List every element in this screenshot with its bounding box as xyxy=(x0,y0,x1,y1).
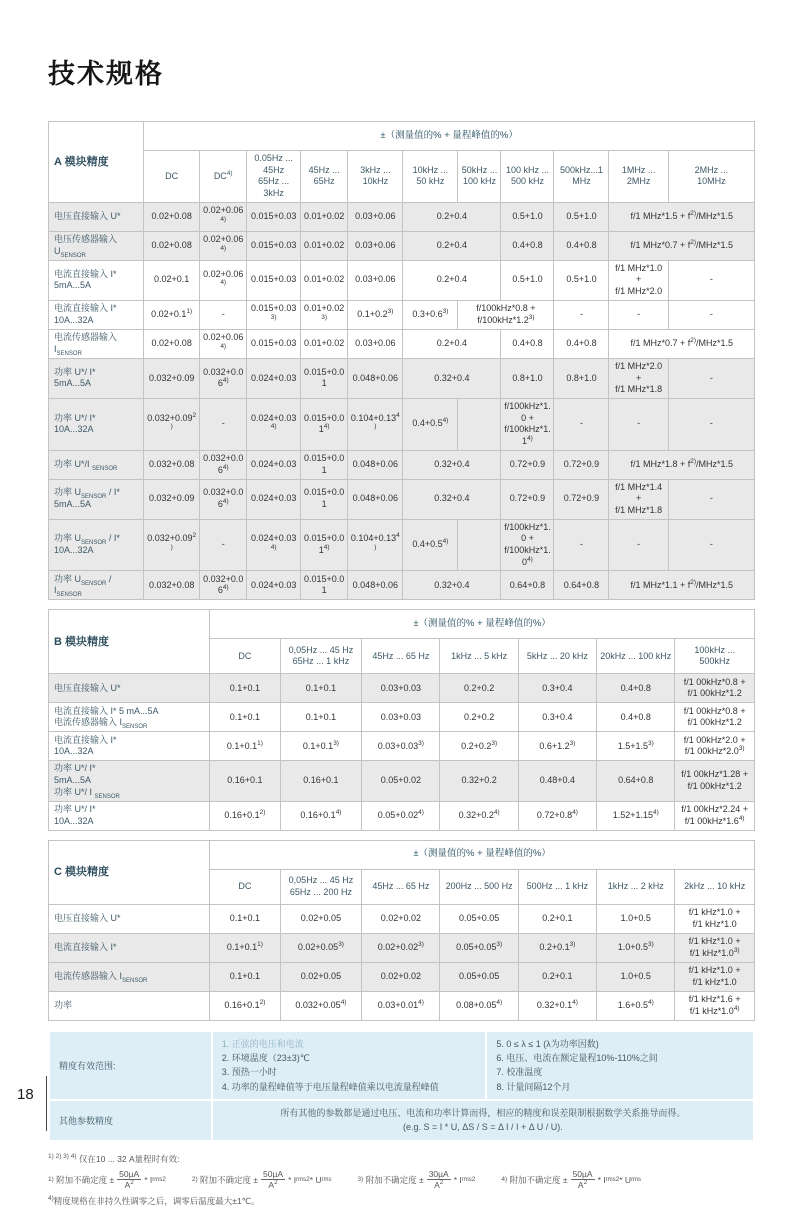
spec-cell: 0.2+0.2 xyxy=(440,674,518,703)
spec-cell: 0.02+0.05 xyxy=(280,904,362,933)
spec-cell: 0.64+0.8 xyxy=(597,761,675,801)
spec-cell: $0.05+0.05^{3)}$ xyxy=(440,933,518,962)
spec-cell xyxy=(458,519,501,571)
notes-table xyxy=(48,1030,755,1142)
spec-cell: 0.2+0.1 xyxy=(518,904,596,933)
spec-cell: f/1 MHz*1.4 + f/1 MHz*1.8 xyxy=(609,479,668,519)
page-number: 18 xyxy=(17,1086,34,1103)
spec-cell: 0.4+0.8 xyxy=(554,231,609,260)
spec-cell: f/1 00kHz*2.24 + f/1 00kHz*1.6$^{4)}$ xyxy=(675,801,755,830)
spec-cell: 0.032+0.09 xyxy=(144,479,200,519)
spec-cell: $0.1+0.1^{3)}$ xyxy=(280,732,362,761)
validity-item: 7. 校准温度 xyxy=(496,1067,543,1078)
spec-cell: $0.1+0.1^{1)}$ xyxy=(210,732,281,761)
spec-cell: 1.0+0.5 xyxy=(597,904,675,933)
spec-cell: $0.032+0.06^{4)}$ xyxy=(200,358,247,398)
spec-cell: 0.015+0.01 xyxy=(301,571,348,600)
spec-cell: 0.4+0.8 xyxy=(501,231,554,260)
spec-cell: $0.2+0.2^{3)}$ xyxy=(440,732,518,761)
column-header: 500kHz...1MHz xyxy=(554,151,609,203)
spec-cell: - xyxy=(609,519,668,571)
validity-list-right xyxy=(487,1032,753,1100)
spec-cell: $0.024+0.03^{4)}$ xyxy=(247,398,301,450)
spec-cell: 0.5+1.0 xyxy=(501,260,554,300)
spec-cell: $0.6+1.2^{3)}$ xyxy=(518,732,596,761)
spec-cell: 0.8+1.0 xyxy=(501,358,554,398)
row-label: 功率 $U_{SENSOR} / I*$ 5mA...5A xyxy=(49,479,144,519)
spec-cell: 0.024+0.03 xyxy=(247,358,301,398)
spec-cell: 0.4+0.8 xyxy=(597,703,675,732)
spec-cell: $0.02+0.06^{4)}$ xyxy=(200,231,247,260)
spec-cell: - xyxy=(554,519,609,571)
column-header: 500Hz ... 1 kHz xyxy=(518,869,596,904)
spec-cell: $0.032+0.06^{4)}$ xyxy=(200,479,247,519)
column-header: 200Hz ... 500 Hz xyxy=(440,869,518,904)
spec-cell: 0.5+1.0 xyxy=(554,260,609,300)
column-header: 50kHz ... 100 kHz xyxy=(458,151,501,203)
spec-cell: f/1 $MHz*1.8 + f^{2)}/MHz*1.5$ xyxy=(609,450,755,479)
spec-cell: f/1 $MHz*0.7 + f^{2)}/MHz*1.5$ xyxy=(609,231,755,260)
spec-cell: - xyxy=(668,300,754,329)
table-row xyxy=(49,761,755,801)
spec-cell: f/1 $MHz*1.1 + f^{2)}/MHz*1.5$ xyxy=(609,571,755,600)
spec-cell: $0.015+0.01^{4)}$ xyxy=(301,398,348,450)
table-row xyxy=(49,358,755,398)
row-label: 电压传感器输入$U_{SENSOR}$ xyxy=(49,231,144,260)
spec-cell: 0.8+1.0 xyxy=(554,358,609,398)
validity-list-left xyxy=(213,1032,486,1100)
spec-cell: 0.01+0.02 xyxy=(301,329,348,358)
spec-cell: - xyxy=(554,300,609,329)
footnote-zero-adjust: $^{4)}$精度规格在非持久性调零之后，调零后温度最大±1℃。 xyxy=(48,1195,260,1207)
spec-cell: $1.5+1.5^{3)}$ xyxy=(597,732,675,761)
spec-table-A xyxy=(48,121,755,600)
spec-cell: 0.015+0.03 xyxy=(247,202,301,231)
spec-cell: - xyxy=(668,519,754,571)
column-header: 2MHz ... 10MHz xyxy=(668,151,754,203)
row-label: 功率 $U_{SENSOR} / I*$ 10A...32A xyxy=(49,519,144,571)
accuracy-formula-header: ±（测量值的% + 量程峰值的%） xyxy=(210,610,755,639)
row-label: 功率 U*/ I* 10A...32A xyxy=(49,398,144,450)
spec-cell: 0.015+0.01 xyxy=(301,450,348,479)
spec-cell: 0.03+0.06 xyxy=(348,202,403,231)
table-section-label: B 模块精度 xyxy=(49,610,210,674)
spec-cell: f/100kHz*0.8 + $f/100kHz*1.2^{3)}$ xyxy=(458,300,554,329)
spec-cell: $0.08+0.05^{4)}$ xyxy=(440,991,518,1020)
footnote-formula: 1) 附加不确定度 ± $\frac{\text{50µA}}{A^2}$ * I rms 2 xyxy=(48,1168,166,1191)
other-params-label: 其他参数精度 xyxy=(50,1101,211,1140)
table-row xyxy=(49,703,755,732)
spec-cell: $0.4+0.5^{4)}$ xyxy=(403,519,458,571)
spec-cell: 0.64+0.8 xyxy=(554,571,609,600)
table-row xyxy=(49,519,755,571)
spec-cell: 0.4+0.8 xyxy=(501,329,554,358)
row-label: 功率 xyxy=(49,991,210,1020)
spec-cell: 0.32+0.4 xyxy=(403,479,501,519)
spec-cell: $0.02+0.05^{3)}$ xyxy=(280,933,362,962)
accuracy-formula-header: ±（测量值的% + 量程峰值的%） xyxy=(210,840,755,869)
column-header: 45Hz ... 65 Hz xyxy=(362,639,440,674)
spec-cell: 0.02+0.08 xyxy=(144,231,200,260)
spec-cell: $0.32+0.1^{4)}$ xyxy=(518,991,596,1020)
column-header: 0,05Hz ... 45 Hz 65Hz ... 200 Hz xyxy=(280,869,362,904)
spec-cell: 0.048+0.06 xyxy=(348,571,403,600)
validity-item: 4. 功率的量程峰值等于电压量程峰值乘以电流量程峰值 xyxy=(221,1081,439,1092)
spec-cell: 0.048+0.06 xyxy=(348,358,403,398)
table-row xyxy=(49,904,755,933)
row-label: 电流传感器输入 $I_{SENSOR}$ xyxy=(49,962,210,991)
spec-cell: $0.02+0.1^{1)}$ xyxy=(144,300,200,329)
spec-cell: 0.015+0.03 xyxy=(247,231,301,260)
spec-cell: $0.015+0.03^{3)}$ xyxy=(247,300,301,329)
spec-cell: 0.64+0.8 xyxy=(501,571,554,600)
spec-cell: 0.72+0.9 xyxy=(554,450,609,479)
page-content xyxy=(48,0,755,1207)
spec-cell: 0.16+0.1 xyxy=(210,761,281,801)
spec-cell: f/1 00kHz*1.28 + f/1 00kHz*1.2 xyxy=(675,761,755,801)
spec-cell: f/1 kHz*1.0 + f/1 kHz*1.0 xyxy=(675,904,755,933)
spec-cell: f/1 MHz*2.0 + f/1 MHz*1.8 xyxy=(609,358,668,398)
spec-cell: 0.1+0.1 xyxy=(210,703,281,732)
spec-cell: $0.05+0.02^{4)}$ xyxy=(362,801,440,830)
column-header: 10kHz ... 50 kHz xyxy=(403,151,458,203)
spec-cell: - xyxy=(668,358,754,398)
spec-cell: $0.16+0.1^{4)}$ xyxy=(280,801,362,830)
spec-cell: 0.1+0.1 xyxy=(280,674,362,703)
validity-item: 5. 0 ≤ λ ≤ 1 (λ为功率因数) xyxy=(496,1038,599,1049)
spec-cell: 0.2+0.1 xyxy=(518,962,596,991)
spec-cell: $0.2+0.1^{3)}$ xyxy=(518,933,596,962)
spec-cell: $0.01+0.02^{3)}$ xyxy=(301,300,348,329)
column-header: 3kHz ... 10kHz xyxy=(348,151,403,203)
spec-cell: 0.02+0.02 xyxy=(362,962,440,991)
table-row xyxy=(49,674,755,703)
spec-cell: 0.05+0.02 xyxy=(362,761,440,801)
spec-cell: 0.2+0.4 xyxy=(403,231,501,260)
table-row xyxy=(49,571,755,600)
spec-cell: 0.03+0.06 xyxy=(348,260,403,300)
row-label: 电流直接输入 I* xyxy=(49,933,210,962)
spec-cell: 0.048+0.06 xyxy=(348,479,403,519)
row-label: 电流直接输入 I* 10A...32A xyxy=(49,300,144,329)
footnote-formula: 3) 附加不确定度 ± $\frac{\text{30µA}}{A^2}$ * I rms 2 xyxy=(357,1168,476,1191)
row-label: 电压直接输入 U* xyxy=(49,202,144,231)
spec-cell: f/1 kHz*1.6 + f/1 kHz*1.0$^{4)}$ xyxy=(675,991,755,1020)
row-label: 功率 U*/ I* 5mA...5A 功率 U*/ I $_{SENSOR}$ xyxy=(49,761,210,801)
spec-cell: $0.1+0.1^{1)}$ xyxy=(210,933,281,962)
row-label: 电流直接输入 I* 10A...32A xyxy=(49,732,210,761)
spec-cell: 0.03+0.03 xyxy=(362,674,440,703)
spec-cell: 0.05+0.05 xyxy=(440,962,518,991)
table-row xyxy=(49,962,755,991)
spec-cell: 0.032+0.08 xyxy=(144,571,200,600)
table-row xyxy=(49,479,755,519)
spec-cell: $0.104+0.13^{4)}$ xyxy=(348,398,403,450)
spec-cell: 0.72+0.9 xyxy=(501,450,554,479)
spec-cell: 0.72+0.9 xyxy=(554,479,609,519)
spec-cell: 0.024+0.03 xyxy=(247,450,301,479)
spec-cell: 0.048+0.06 xyxy=(348,450,403,479)
spec-cell: $0.032+0.06^{4)}$ xyxy=(200,571,247,600)
spec-cell: - xyxy=(609,398,668,450)
spec-cell: $0.3+0.6^{3)}$ xyxy=(403,300,458,329)
fraction: $\frac{\text{30µA}}{A^2}$ xyxy=(428,1168,449,1191)
other-params-row xyxy=(50,1101,753,1140)
spec-cell: $0.02+0.02^{3)}$ xyxy=(362,933,440,962)
spec-cell: $1.6+0.5^{4)}$ xyxy=(597,991,675,1020)
spec-cell: 0.32+0.2 xyxy=(440,761,518,801)
spec-cell: 0.015+0.03 xyxy=(247,260,301,300)
spec-cell: $0.032+0.09^{2)}$ xyxy=(144,519,200,571)
spec-cell: - xyxy=(554,398,609,450)
table-row xyxy=(49,933,755,962)
module-b-accuracy-table-container xyxy=(48,609,755,830)
spec-cell: 0.02+0.08 xyxy=(144,202,200,231)
validity-item: 6. 电压、电流在额定量程10%-110%之间 xyxy=(496,1052,658,1063)
row-label: 电流直接输入 I* 5mA...5A xyxy=(49,260,144,300)
column-header: 0,05Hz ... 45 Hz 65Hz ... 1 kHz xyxy=(280,639,362,674)
column-header: 100 kHz ... 500 kHz xyxy=(501,151,554,203)
spec-cell: 0.024+0.03 xyxy=(247,479,301,519)
spec-cell: 0.32+0.4 xyxy=(403,358,501,398)
column-header: 100kHz ... 500kHz xyxy=(675,639,755,674)
spec-cell: f/1 $MHz*0.7 + f^{2)}/MHz*1.5$ xyxy=(609,329,755,358)
spec-cell: f/100kHz*1.0 + $f/100kHz*1.0^{4)}$ xyxy=(501,519,554,571)
spec-cell: 0.5+1.0 xyxy=(554,202,609,231)
spec-cell: - xyxy=(200,519,247,571)
spec-cell: 0.2+0.4 xyxy=(403,260,501,300)
spec-cell: $1.52+1.15^{4)}$ xyxy=(597,801,675,830)
row-label: 电流直接输入 I* 5 mA...5A 电流传感器输入 $I_{SENSOR}$ xyxy=(49,703,210,732)
validity-item: 2. 环境温度（23±3)℃ xyxy=(221,1052,310,1063)
column-header: 20kHz ... 100 kHz xyxy=(597,639,675,674)
spec-cell: 0.032+0.08 xyxy=(144,450,200,479)
fraction: $\frac{\text{50µA}}{A^2}$ xyxy=(263,1168,284,1191)
validity-item: 8. 计量间隔12个月 xyxy=(496,1081,571,1092)
table-row xyxy=(49,231,755,260)
column-header: 1kHz ... 5 kHz xyxy=(440,639,518,674)
spec-cell: f/1 $MHz*1.5 + f^{2)}/MHz*1.5$ xyxy=(609,202,755,231)
spec-cell: $0.1+0.2^{3)}$ xyxy=(348,300,403,329)
accuracy-formula-header: ±（测量值的% + 量程峰值的%） xyxy=(144,122,755,151)
spec-cell: 0.05+0.05 xyxy=(440,904,518,933)
spec-cell: - xyxy=(609,300,668,329)
footnote-intro: $^{1) 2) 3) 4)}$ 仅在10 ... 32 A量程时有效: xyxy=(48,1153,180,1164)
spec-cell: 0.015+0.01 xyxy=(301,479,348,519)
table-row xyxy=(49,801,755,830)
row-label: 功率 U*/ I* 10A...32A xyxy=(49,801,210,830)
table-row xyxy=(49,202,755,231)
column-header: 5kHz ... 20 kHz xyxy=(518,639,596,674)
spec-cell: f/100kHz*1.0 + $f/100kHz*1.1^{4)}$ xyxy=(501,398,554,450)
spec-cell: - xyxy=(200,300,247,329)
spec-cell: 0.5+1.0 xyxy=(501,202,554,231)
spec-cell: 0.72+0.9 xyxy=(501,479,554,519)
spec-cell: 0.03+0.06 xyxy=(348,329,403,358)
spec-cell: 0.4+0.8 xyxy=(554,329,609,358)
spec-cell: f/1 MHz*1.0 + f/1 MHz*2.0 xyxy=(609,260,668,300)
column-header: 45Hz ... 65Hz xyxy=(301,151,348,203)
validity-row xyxy=(50,1032,753,1100)
spec-cell: 0.32+0.4 xyxy=(403,571,501,600)
table-row xyxy=(49,329,755,358)
spec-cell: f/1 00kHz*2.0 + f/1 00kHz*2.0$^{3)}$ xyxy=(675,732,755,761)
row-label: 电压直接输入 U* xyxy=(49,904,210,933)
spec-cell: 0.16+0.1 xyxy=(280,761,362,801)
table-section-label: A 模块精度 xyxy=(49,122,144,203)
spec-cell: - xyxy=(668,398,754,450)
spec-cell: $0.104+0.13^{4)}$ xyxy=(348,519,403,571)
spec-cell: 0.03+0.06 xyxy=(348,231,403,260)
spec-cell: $0.32+0.2^{4)}$ xyxy=(440,801,518,830)
column-header: DC xyxy=(210,869,281,904)
spec-cell: - xyxy=(200,398,247,450)
spec-cell: $0.032+0.09^{2)}$ xyxy=(144,398,200,450)
spec-cell: $0.03+0.03^{3)}$ xyxy=(362,732,440,761)
footnote-formulas xyxy=(48,1169,755,1190)
spec-cell: 0.1+0.1 xyxy=(210,962,281,991)
table-row xyxy=(49,991,755,1020)
fraction: $\frac{\text{50µA}}{A^2}$ xyxy=(572,1168,593,1191)
spec-cell: 0.02+0.05 xyxy=(280,962,362,991)
spec-cell: 0.032+0.09 xyxy=(144,358,200,398)
spec-cell: $1.0+0.5^{3)}$ xyxy=(597,933,675,962)
column-header: 1kHz ... 2 kHz xyxy=(597,869,675,904)
validity-item: 3. 预热一小时 xyxy=(221,1067,277,1078)
spec-cell: 0.015+0.01 xyxy=(301,358,348,398)
row-label: 电流传感器输入 $I_{SENSOR}$ xyxy=(49,329,144,358)
module-c-accuracy-table-container xyxy=(48,840,755,1021)
spec-cell: f/1 kHz*1.0 + f/1 kHz*1.0 xyxy=(675,962,755,991)
spec-cell: 0.01+0.02 xyxy=(301,231,348,260)
footnote-formula: 2) 附加不确定度 ± $\frac{\text{50µA}}{A^2}$ * I rms 2 * U rms xyxy=(191,1168,332,1191)
table-row xyxy=(49,300,755,329)
spec-cell xyxy=(458,398,501,450)
spec-cell: 0.02+0.1 xyxy=(144,260,200,300)
table-row xyxy=(49,732,755,761)
spec-cell: $0.015+0.01^{4)}$ xyxy=(301,519,348,571)
footnote-formula: 4) 附加不确定度 ± $\frac{\text{50µA}}{A^2}$ * I rms 2 * U rms xyxy=(501,1168,642,1191)
spec-cell: f/1 00kHz*0.8 + f/1 00kHz*1.2 xyxy=(675,674,755,703)
column-header: 1MHz ... 2MHz xyxy=(609,151,668,203)
spec-cell: $0.16+0.1^{2)}$ xyxy=(210,801,281,830)
spec-cell: 0.01+0.02 xyxy=(301,260,348,300)
spec-cell: 0.1+0.1 xyxy=(210,904,281,933)
validity-label: 精度有效范围: xyxy=(50,1032,211,1100)
spec-cell: $0.032+0.06^{4)}$ xyxy=(200,450,247,479)
spec-table-B xyxy=(48,609,755,830)
row-label: 功率 $U_{SENSOR} / I_{SENSOR}$ xyxy=(49,571,144,600)
spec-cell: $0.4+0.5^{4)}$ xyxy=(403,398,458,450)
spec-cell: $0.72+0.8^{4)}$ xyxy=(518,801,596,830)
column-header: DC xyxy=(210,639,281,674)
spec-cell: $0.02+0.06^{4)}$ xyxy=(200,329,247,358)
spec-cell: 0.02+0.02 xyxy=(362,904,440,933)
page-number-rule xyxy=(46,1076,47,1131)
row-label: 功率 U*/I $_{SENSOR}$ xyxy=(49,450,144,479)
footnotes xyxy=(48,1153,755,1207)
spec-cell: f/1 kHz*1.0 + f/1 kHz*1.0$^{3)}$ xyxy=(675,933,755,962)
fraction: $\frac{\text{50µA}}{A^2}$ xyxy=(119,1168,140,1191)
validity-item: 1. 正弦的电压和电流 xyxy=(221,1038,304,1049)
other-params-text: 所有其他的参数都是通过电压、电流和功率计算而得，相应的精度和误差限制根据数学关系推导而得。 (e.g. S = I * U, ΔS / S = Δ I / I + Δ U / U). xyxy=(213,1101,753,1140)
spec-cell: $0.024+0.03^{4)}$ xyxy=(247,519,301,571)
module-a-accuracy-table-container xyxy=(48,121,755,600)
page-title: 技术规格 xyxy=(48,59,164,89)
table-row xyxy=(49,450,755,479)
spec-cell: 0.48+0.4 xyxy=(518,761,596,801)
column-header: 45Hz ... 65 Hz xyxy=(362,869,440,904)
spec-cell: 0.4+0.8 xyxy=(597,674,675,703)
spec-cell: 0.03+0.03 xyxy=(362,703,440,732)
table-section-label: C 模块精度 xyxy=(49,840,210,904)
spec-cell: 0.32+0.4 xyxy=(403,450,501,479)
table-row xyxy=(49,398,755,450)
spec-cell: - xyxy=(668,260,754,300)
spec-cell: 0.1+0.1 xyxy=(210,674,281,703)
spec-cell: $0.02+0.06^{4)}$ xyxy=(200,202,247,231)
spec-cell: 0.02+0.08 xyxy=(144,329,200,358)
spec-table-C xyxy=(48,840,755,1021)
spec-cell: 0.024+0.03 xyxy=(247,571,301,600)
table-row xyxy=(49,260,755,300)
spec-cell: 0.2+0.2 xyxy=(440,703,518,732)
column-header: 2kHz ... 10 kHz xyxy=(675,869,755,904)
spec-cell: 0.01+0.02 xyxy=(301,202,348,231)
column-header: 0.05Hz ... 45Hz 65Hz ... 3kHz xyxy=(247,151,301,203)
spec-cell: 0.2+0.4 xyxy=(403,329,501,358)
spec-cell: 0.2+0.4 xyxy=(403,202,501,231)
spec-cell: 0.3+0.4 xyxy=(518,674,596,703)
spec-cell: $0.02+0.06^{4)}$ xyxy=(200,260,247,300)
spec-cell: 0.015+0.03 xyxy=(247,329,301,358)
spec-cell: $0.03+0.01^{4)}$ xyxy=(362,991,440,1020)
column-header: DC xyxy=(144,151,200,203)
spec-cell: 0.3+0.4 xyxy=(518,703,596,732)
spec-cell: $0.16+0.1^{2)}$ xyxy=(210,991,281,1020)
spec-cell: 1.0+0.5 xyxy=(597,962,675,991)
spec-cell: $0.032+0.05^{4)}$ xyxy=(280,991,362,1020)
row-label: 电压直接输入 U* xyxy=(49,674,210,703)
spec-cell: f/1 00kHz*0.8 + f/1 00kHz*1.2 xyxy=(675,703,755,732)
spec-cell: 0.1+0.1 xyxy=(280,703,362,732)
spec-cell: - xyxy=(668,479,754,519)
column-header: DC$^{4)}$ xyxy=(200,151,247,203)
row-label: 功率 U*/ I* 5mA...5A xyxy=(49,358,144,398)
